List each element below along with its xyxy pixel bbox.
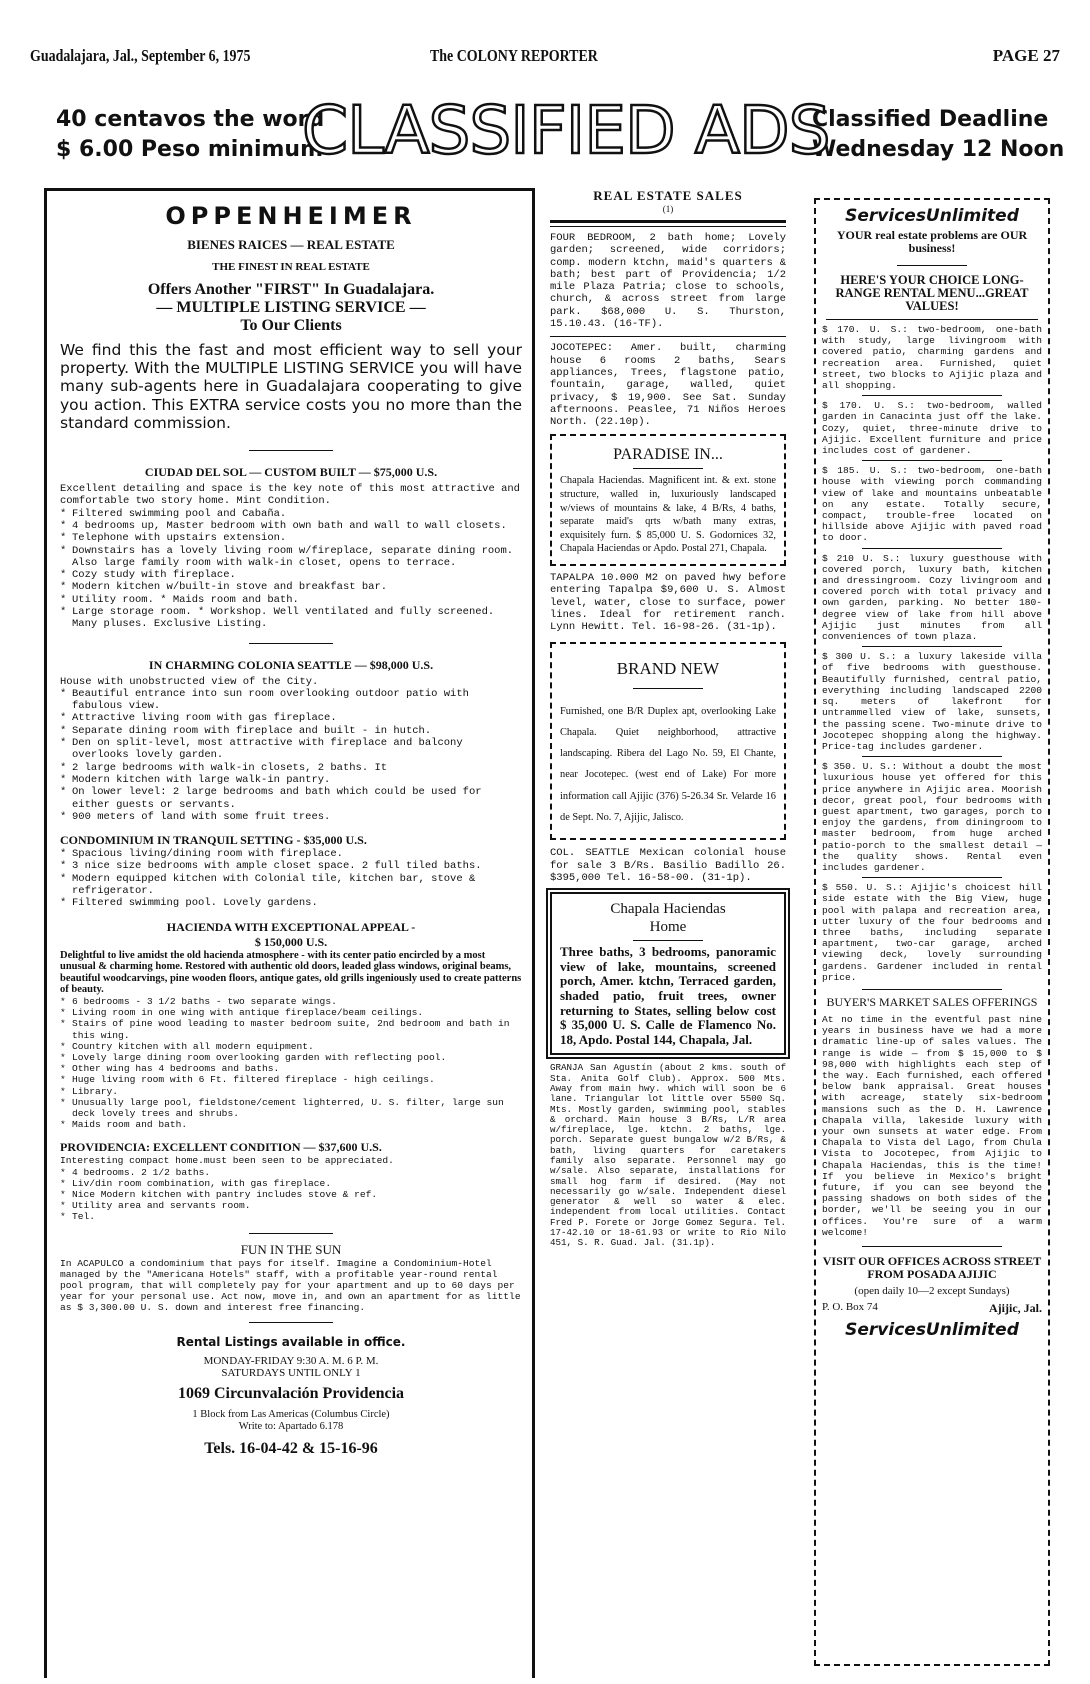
listing-intro: Delightful to live amidst the old hacienda atmosphere - with its center patio encircled by a most unusual & charming home. Restored with authentic old doors, leaded glass windows, original beams, beautiful woodcarvings, pine wooden floors, antique gates, old grills ingeniously used to create patterns of beauty. bbox=[60, 949, 522, 996]
list-item: $ 170. U. S.: two-bedroom, one-bath with study, large livingroom with covered patio, charming gardens and recreation area. Furnished, quiet street, two blocks to Ajijic plaza and all shopping. bbox=[822, 324, 1042, 392]
classified-ad: JOCOTEPEC: Amer. built, charming house 6 rooms 2 baths, Sears appliances, Trees, flagstone patio, fountain, garage, walled, quiet privacy, $ 19,900. See Sat. Sunday afternoons. Peaslee, 71 Niños Heroes North. (22.10p). bbox=[550, 342, 786, 429]
oppenheimer-ad bbox=[60, 202, 522, 1458]
list-item: * Utility area and servants room. bbox=[60, 1200, 522, 1211]
brand-title: ServicesUnlimited bbox=[845, 206, 1019, 226]
listing-features bbox=[60, 1167, 522, 1223]
rate-line-3: $ 6.00 Peso minimum bbox=[56, 137, 323, 162]
brand-footer: ServicesUnlimited bbox=[845, 1320, 1019, 1341]
list-item: * Other wing has 4 bedrooms and baths. bbox=[60, 1063, 522, 1074]
list-item: $ 185. U. S.: two-bedroom, one-bath house with viewing porch commanding view of lake and mountains unbeatable on any estate. Totally secure, compact, trouble-free located on hillside above Ajijic with paved road to door. bbox=[822, 465, 1042, 544]
rental-menu-head: HERE'S YOUR CHOICE LONG-RANGE RENTAL MENU...GREAT VALUES! bbox=[835, 273, 1029, 313]
real-estate-sales-column bbox=[550, 188, 786, 1249]
clients-line: To Our Clients bbox=[240, 317, 342, 334]
list-item: * 2 large bedrooms with walk-in closets, 2 baths. It bbox=[60, 762, 522, 774]
listing-features bbox=[60, 848, 522, 909]
listing-title: HACIENDA WITH EXCEPTIONAL APPEAL - bbox=[166, 919, 416, 934]
list-item: $ 300 U. S.: a luxury lakeside villa of five bedrooms with guesthouse. Beautifully furnished, central patio, everything including landscaped 2200 sq. meters of lakefront for untrammelled view of lake, sunsets, the passing scene. Two-minute drive to Jocotepec shopping along the highway. Price-tag includes gardener. bbox=[822, 651, 1042, 752]
listing-title: CONDOMINIUM IN TRANQUIL SETTING - $35,000 U.S. bbox=[60, 833, 367, 848]
list-item: * 4 bedrooms. 2 1/2 baths. bbox=[60, 1167, 522, 1178]
listing-features bbox=[60, 996, 522, 1130]
rental-listings: Rental Listings available in office. bbox=[176, 1334, 406, 1349]
write-line: Write to: Apartado 6.178 bbox=[238, 1420, 344, 1432]
section-title: REAL ESTATE SALES bbox=[593, 188, 743, 203]
rate-line-1: 40 centavos the word bbox=[56, 107, 325, 132]
listing-features bbox=[60, 508, 522, 631]
listing-intro: Excellent detailing and space is the key note of this most attractive and comfortable two story home. Mint Condition. bbox=[60, 483, 520, 508]
listing-intro: Interesting compact home.must been seen to be appreciated. bbox=[60, 1155, 394, 1167]
chapala-text: Three baths, 3 bedrooms, panoramic view of lake, mountains, screened porch, Amer. ktchn, Terraced garden, shaded patio, fruit trees, owner returning to States, selling below cost $ 35,000 U. S. Calle de Flamenco No. 18, Apdo. Postal 144, Chapala, Jal. bbox=[560, 944, 776, 1047]
classified-ad: GRANJA San Agustín (about 2 kms. south of Sta. Anita Golf Club). Approx. 500 Mts. Away from main hwy. which will soon be 6 lane. Triangular lot little over 5500 Sq. Mts. Mostly garden, swimming pool, stables & orchard. Main house 3 B/Rs, L/R area w/fireplace, lge. ktchn. 2 baths, lge. porch. Separate guest bungalow w/2 B/Rs, & bath, living quarters for caretakers family also separate. Personnel may go w/sale. Also separate, installations for small hog farm if desired. (May not necessarily go w/sale. Independent diesel generator & well so water & elec. independent from local utilities. Contact Fred P. Forete or Jorge Gomez Segura. Tel. 17-42.10 or 18-61.93 or write to Rio Nilo 451, S. R. Guad. Jal. (31.1p). bbox=[550, 1062, 786, 1249]
list-item: * 4 bedrooms up, Master bedroom with own bath and wall to wall closets. bbox=[60, 520, 522, 532]
list-item: * Library. bbox=[60, 1086, 522, 1097]
list-item: * Downstairs has a lovely living room w/fireplace, separate dining room. Also large family room with walk-in closet, opens to terrace. bbox=[60, 545, 522, 570]
services-column bbox=[822, 206, 1042, 1340]
list-item: * Nice Modern kitchen with pantry includes stove & ref. bbox=[60, 1189, 522, 1200]
buyers-text: At no time in the eventful past nine years in business have we had a more dramatic line-up of sales values. The range is wide — from $ 15,000 to $ 98,000 with highlights each step of the way. Each furnished, each offered below bank appraisal. Great houses with acreage, stately six-bedroom mansions such as the D. H. Lawrence Chapala villa, lakeside luxury with your own sunsets at water edge. From Chapala to Vista del Lago, from Chula Vista to Jocotepec, from Ajijic to Chapala Haciendas, this is the time! If you believe in Mexico's bright future, if you can see beyond the passing shadows on both sides of the border, we'll be seeing you in our offices. You're sure of a warm welcome! bbox=[822, 1013, 1042, 1238]
header-page-number: PAGE 27 bbox=[992, 46, 1060, 65]
list-item: $ 550. U. S.: Ajijic's choicest hill side estate with the Big View, huge pool with palapa and recreation area, utter luxury of the four bedrooms and three baths, including separate apartment, two-car garage, arched viewing deck, lovely surrounding gardens. Gardener included in rental price. bbox=[822, 882, 1042, 983]
list-item: $ 350. U. S.: Without a doubt the most luxurious house yet offered for this price anywhere in Ajijic area. Moorish decor, great pool, four bedrooms with guest apartment, two garages, porch to enjoy the gardens, from diningroom to master bedroom, from huge arched patio-porch to the smallest detail — the quality shows. Rental even includes gardener. bbox=[822, 761, 1042, 873]
list-item: * Modern kitchen with large walk-in pantry. bbox=[60, 774, 522, 786]
block-line: 1 Block from Las Americas (Columbus Circle) bbox=[192, 1408, 390, 1420]
office-address: 1069 Circunvalación Providencia bbox=[177, 1384, 405, 1402]
open-hours: (open daily 10—2 except Sundays) bbox=[854, 1285, 1010, 1298]
list-item: * Living room in one wing with antique fireplace/beam ceilings. bbox=[60, 1007, 522, 1018]
bienes-raices: BIENES RAICES — REAL ESTATE bbox=[187, 237, 395, 252]
tagline: YOUR real estate problems are OUR business! bbox=[836, 228, 1028, 255]
listing-title: IN CHARMING COLONIA SEATTLE — $98,000 U.S. bbox=[148, 657, 434, 672]
oppenheimer-name: OPPENHEIMER bbox=[165, 202, 417, 230]
header-dateline: Guadalajara, Jal., September 6, 1975 bbox=[30, 46, 251, 65]
list-item: * 900 meters of land with some fruit trees. bbox=[60, 811, 522, 823]
list-item: * Filtered swimming pool. Lovely gardens. bbox=[60, 897, 522, 909]
po-box: P. O. Box 74 bbox=[822, 1301, 878, 1314]
list-item: * Maids room and bath. bbox=[60, 1119, 522, 1130]
oppenheimer-intro: We find this the fast and most efficient way to sell your property. With the MULTIPLE LISTING SERVICE you will have many sub-agents here in Guadalajara cooperating to give you action. This EXTRA service costs you no more than the standard commission. bbox=[60, 341, 522, 432]
listing-title: PROVIDENCIA: EXCELLENT CONDITION — $37,600 U.S. bbox=[60, 1140, 382, 1155]
list-item: * Spacious living/dining room with fireplace. bbox=[60, 848, 522, 860]
list-item: * Tel. bbox=[60, 1211, 522, 1222]
list-item: * Modern kitchen w/built-in stove and breakfast bar. bbox=[60, 581, 522, 593]
listing-intro: House with unobstructed view of the City. bbox=[60, 675, 319, 688]
list-item: * Liv/din room combination, with gas fireplace. bbox=[60, 1178, 522, 1189]
list-item: * Filtered swimming pool and Cabaña. bbox=[60, 508, 522, 520]
classified-ad: FOUR BEDROOM, 2 bath home; Lovely garden; screened, wide corridors; comp. modern ktchn, maid's quarters & bath; best part of Providencia; 1/2 mile Plaza Patria; close to schools, church, & across street from large park. $68,000 U. S. Thurston, 15.10.43. (16-TF). bbox=[550, 232, 786, 331]
classified-ad: COL. SEATTLE Mexican colonial house for sale 3 B/Rs. Basilio Badillo 26. $395,000 Tel. 16-58-00. (31-1p). bbox=[550, 847, 786, 884]
paradise-title: PARADISE IN... bbox=[613, 446, 723, 464]
list-item: * Beautiful entrance into sun room overlooking outdoor patio with fabulous view. bbox=[60, 688, 522, 713]
list-item: * Huge living room with 6 Ft. filtered fireplace - high ceilings. bbox=[60, 1074, 522, 1085]
offers-line: Offers Another "FIRST" In Guadalajara. bbox=[147, 281, 435, 298]
rate-line-2: Classified Deadline bbox=[812, 107, 1049, 132]
list-item: * Telephone with upstairs extension. bbox=[60, 532, 522, 544]
listing-price: $ 150,000 U.S. bbox=[254, 934, 328, 949]
office-hours-sat: SATURDAYS UNTIL ONLY 1 bbox=[221, 1366, 361, 1379]
mls-line: — MULTIPLE LISTING SERVICE — bbox=[156, 299, 426, 316]
list-item: * Separate dining room with fireplace and built - in hutch. bbox=[60, 725, 522, 737]
list-item: $ 210 U. S.: luxury guesthouse with covered porch, luxury bath, kitchen and dressingroom. Cozy livingroom and covered porch with total privacy and own garden, parking. No better 180-degree view of lake from hill above Ajijic just minutes from all conveniences of town plaza. bbox=[822, 552, 1042, 643]
finest-line: THE FINEST IN REAL ESTATE bbox=[212, 261, 370, 273]
telephones: Tels. 16-04-42 & 15-16-96 bbox=[204, 1439, 378, 1457]
list-item: * Lovely large dining room overlooking garden with reflecting pool. bbox=[60, 1052, 522, 1063]
chapala-subtitle: Home bbox=[649, 919, 687, 936]
list-item: * Utility room. * Maids room and bath. bbox=[60, 594, 522, 606]
list-item: * 3 nice size bedrooms with ample closet space. 2 full tiled baths. bbox=[60, 860, 522, 872]
list-item: * On lower level: 2 large bedrooms and bath which could be used for either guests or servants. bbox=[60, 786, 522, 811]
listing-text: In ACAPULCO a condominium that pays for itself. Imagine a Condominium-Hotel managed by the "Americana Hotels" staff, with a profitable year-round rental pool program, that will completely pay for your apartment and up to 60 days per year for your personal use. Act now, move in, and own an apartment for as little as $ 3,300.00 U. S. down and interest free financing. bbox=[60, 1257, 521, 1314]
list-item: * Den on split-level, most attractive with fireplace and balcony overlooks lovely garden. bbox=[60, 737, 522, 762]
list-item: * Country kitchen with all modern equipment. bbox=[60, 1041, 522, 1052]
list-item: * Attractive living room with gas fireplace. bbox=[60, 712, 522, 724]
listing-features bbox=[60, 688, 522, 823]
deadline-line-2: Wednesday 12 Noon bbox=[812, 137, 1065, 162]
classified-ads-title: CLASSIFIED ADS bbox=[302, 92, 830, 169]
visit-offices: VISIT OUR OFFICES ACROSS STREET FROM POSADA AJIJIC bbox=[822, 1254, 1042, 1282]
list-item: * 6 bedrooms - 3 1/2 baths - two separate wings. bbox=[60, 996, 522, 1007]
listing-title: CIUDAD DEL SOL — CUSTOM BUILT — $75,000 U.S. bbox=[144, 465, 438, 480]
header-paper-name: The COLONY REPORTER bbox=[430, 46, 598, 65]
section-sub: (1) bbox=[662, 204, 674, 214]
list-item: * Unusually large pool, fieldstone/cement lighterred, U. S. filter, large sun deck lovely trees and shrubs. bbox=[60, 1097, 522, 1119]
buyers-title: BUYER'S MARKET SALES OFFERINGS bbox=[826, 994, 1038, 1009]
city: Ajijic, Jal. bbox=[989, 1301, 1042, 1316]
paradise-text: Chapala Haciendas. Magnificent int. & ext. stone structure, walled in, luxuriously landscaped w/views of mountains & lake, 4 B/Rs, 4 baths, separate maid's qrts w/bath many extras, exquisitely furn. $ 85,000 U. S. Godornices 32, Chapala Haciendas or Apdo. Postal 271, Chapala. bbox=[560, 475, 776, 555]
list-item: * Stairs of pine wood leading to master bedroom suite, 2nd bedroom and bath in this wing. bbox=[60, 1018, 522, 1040]
brand-new-title: BRAND NEW bbox=[616, 658, 720, 678]
classified-ad: TAPALPA 10.000 M2 on paved hwy before entering Tapalpa $9,600 U. S. Almost level, water, close to surface, power lines. Ideal for retirement ranch. Lynn Hewitt. Tel. 16-98-26. (31-1p). bbox=[550, 572, 786, 634]
list-item: * Modern equipped kitchen with Colonial tile, kitchen bar, stove & refrigerator. bbox=[60, 873, 522, 898]
list-item: * Cozy study with fireplace. bbox=[60, 569, 522, 581]
list-item: * Large storage room. * Workshop. Well ventilated and fully screened. Many pluses. Exclusive Listing. bbox=[60, 606, 522, 631]
office-hours: MONDAY-FRIDAY 9:30 A. M. 6 P. M. bbox=[203, 1354, 379, 1367]
chapala-title: Chapala Haciendas bbox=[610, 901, 726, 918]
page-header bbox=[30, 46, 1060, 70]
listing-title: FUN IN THE SUN bbox=[240, 1241, 342, 1257]
list-item: $ 170. U. S.: two-bedroom, walled garden in Canacinta just off the lake. Cozy, quiet, three-minute drive to Ajijic. Excellent furniture and price includes cost of gardener. bbox=[822, 400, 1042, 457]
brand-new-text: Furnished, one B/R Duplex apt, overlooking Lake Chapala. Quiet neighborhood, attractive landscaping. Ribera del Lago No. 59, El Chante, near Jocotepec. (west end of Lake) For more information call Ajijic (376) 5-26.34 Sr. Velarde 16 de Sept. No. 7, Ajijic, Jalisco. bbox=[560, 705, 776, 823]
